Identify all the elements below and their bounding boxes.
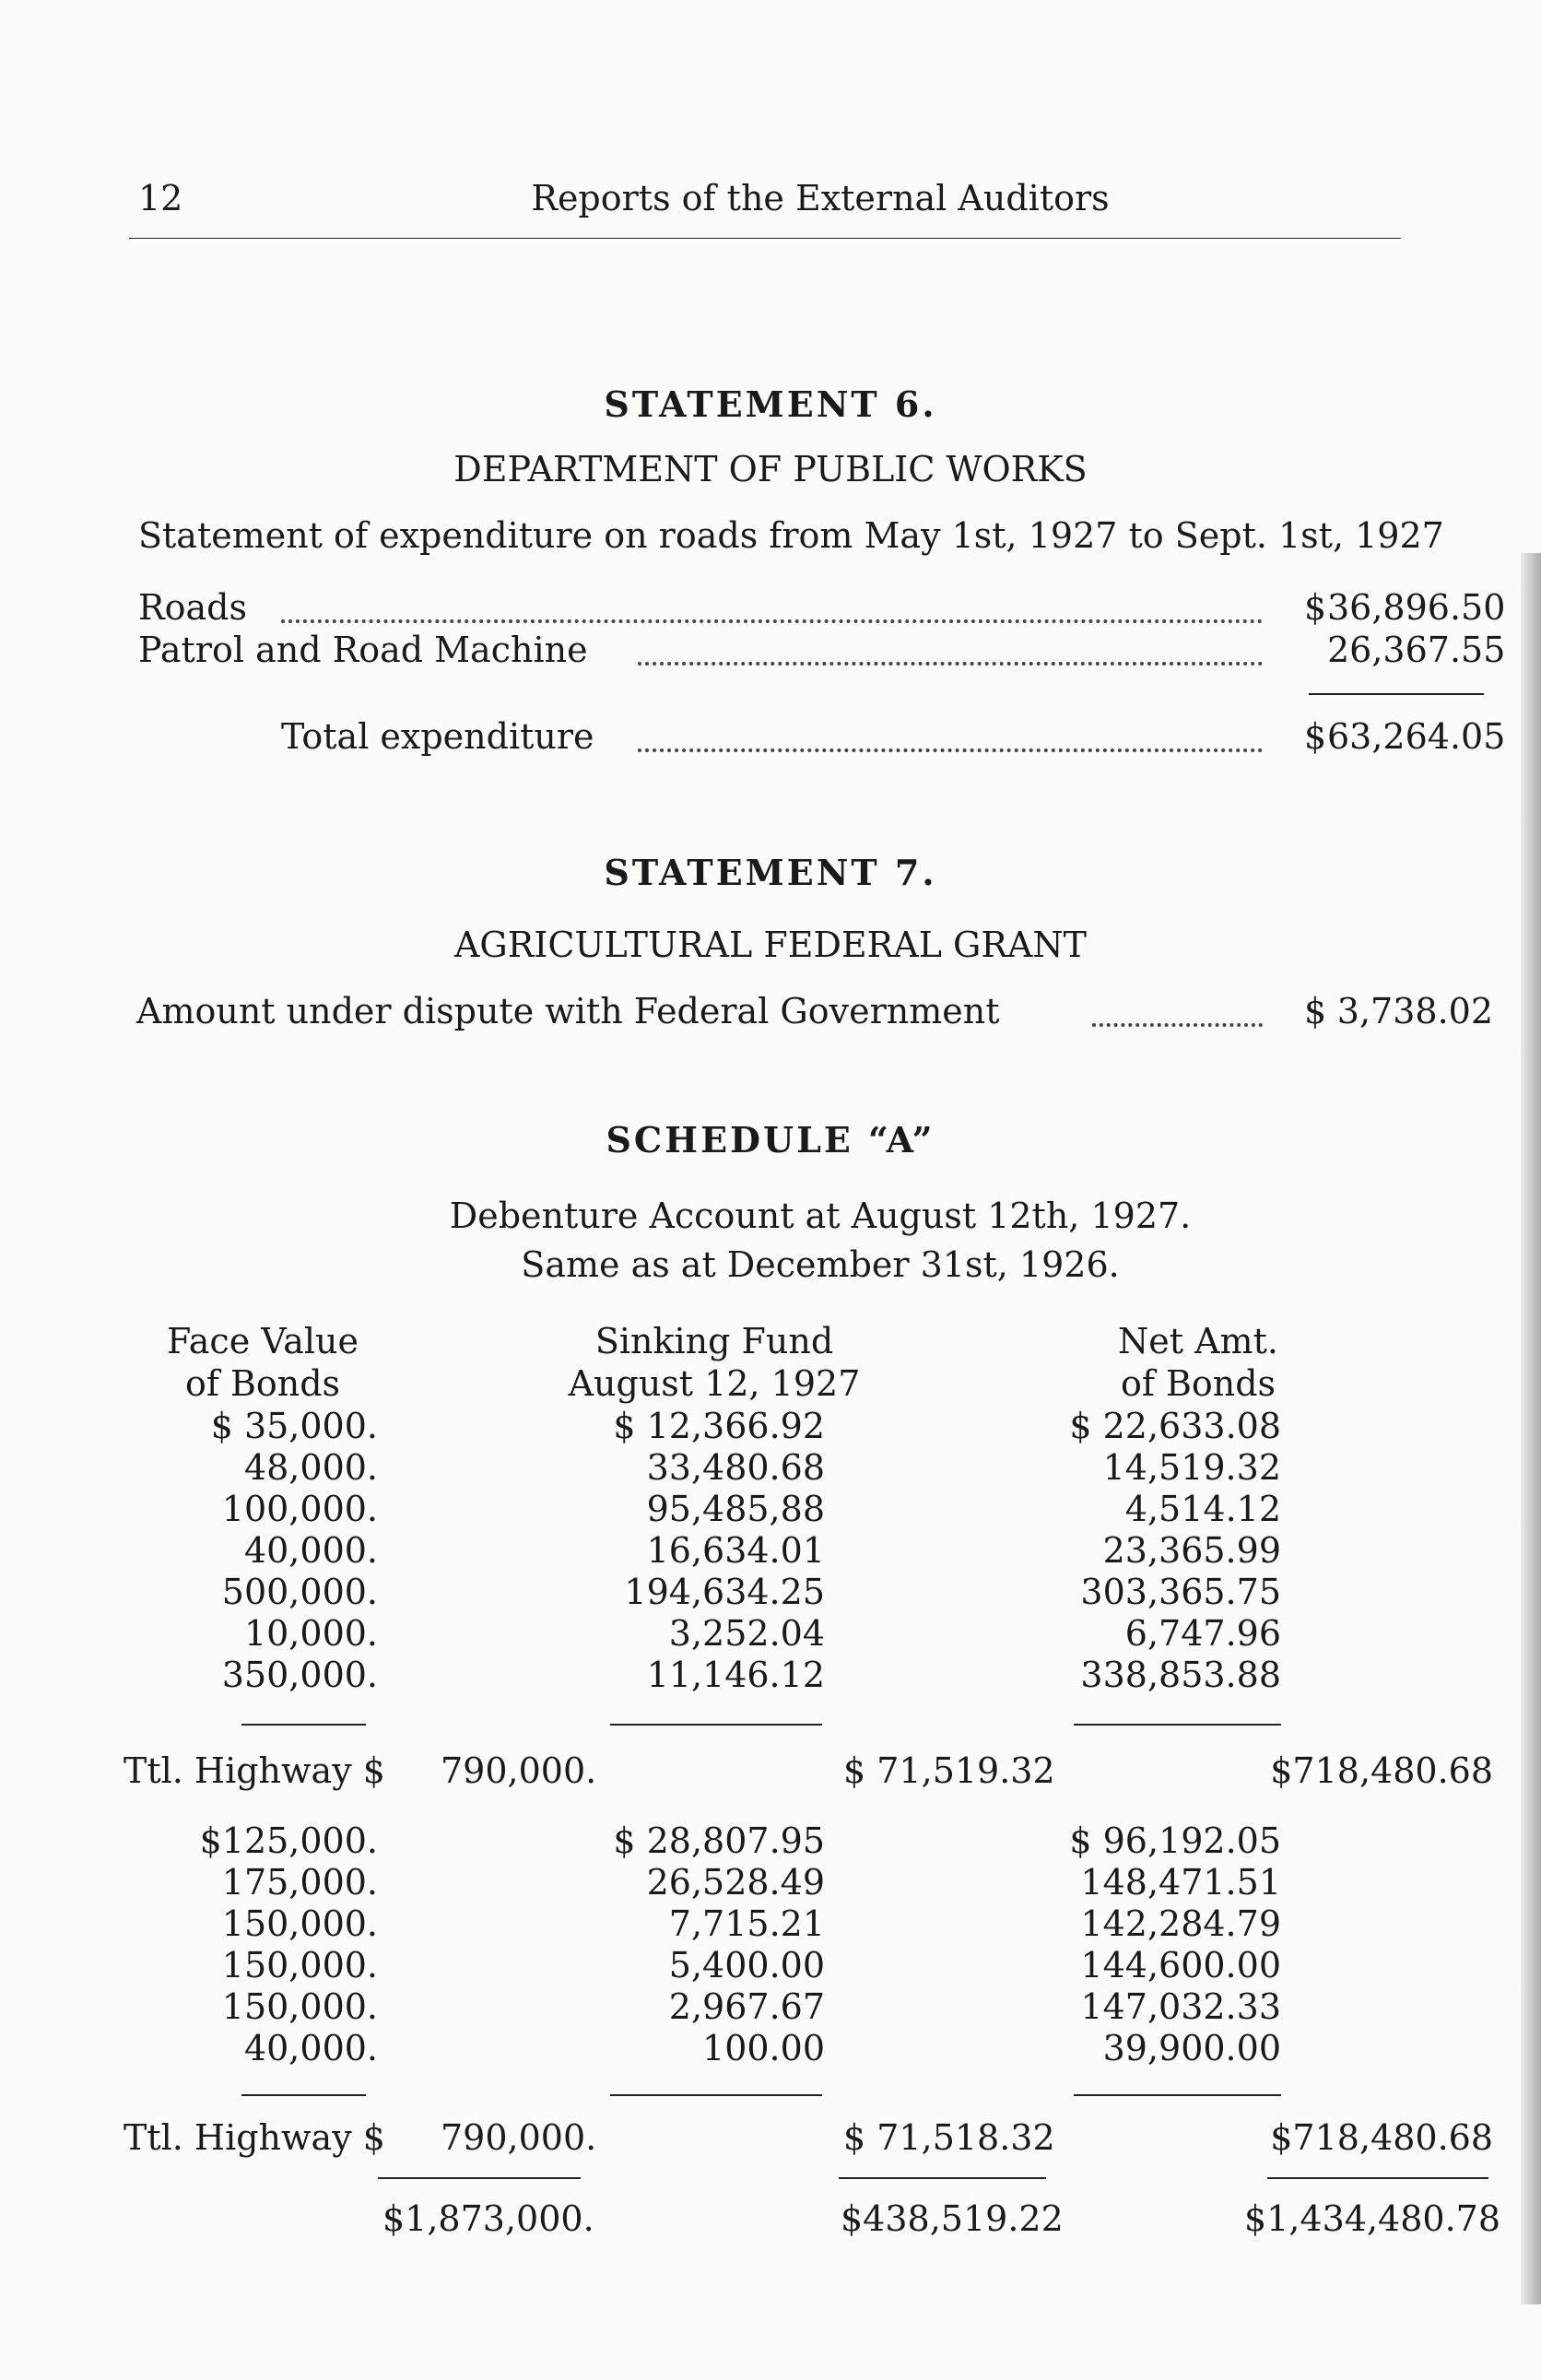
net-cell: 6,747.96 — [1124, 1613, 1281, 1654]
roads-currency: $ — [1304, 587, 1327, 628]
total2-net: $718,480.68 — [1270, 2117, 1493, 2158]
net-cell: 144,600.00 — [1080, 1945, 1281, 1985]
roads-label: Roads — [138, 587, 247, 628]
sink-cell: 26,528.49 — [646, 1862, 825, 1903]
face-cell: 175,000. — [221, 1862, 378, 1903]
group1-sink-rule — [610, 1724, 822, 1726]
col-face-value: Face Value — [166, 1321, 359, 1361]
header-rule — [129, 238, 1401, 239]
net-cell: 4,514.12 — [1124, 1489, 1281, 1529]
face-cell: 150,000. — [221, 1903, 378, 1944]
sink-cell: 194,634.25 — [624, 1572, 825, 1612]
running-title: Reports of the External Auditors — [531, 178, 1110, 218]
sink-cell: 7,715.21 — [668, 1903, 825, 1944]
face-cell: $125,000. — [199, 1820, 378, 1861]
total2-label: Ttl. Highway $ — [124, 2117, 385, 2158]
patrol-amount: 26,367.55 — [1327, 630, 1506, 670]
statement6-subtitle: Statement of expenditure on roads from May 1st, 1927 to Sept. 1st, 1927 — [138, 515, 1444, 556]
face-cell: 500,000. — [221, 1572, 378, 1612]
face-cell: 150,000. — [221, 1986, 378, 2027]
schedule-line2: Same as at December 31st, 1926. — [521, 1244, 1120, 1285]
face-cell: 48,000. — [243, 1447, 378, 1488]
net-cell: 148,471.51 — [1080, 1862, 1281, 1903]
grand-sink-rule — [839, 2177, 1046, 2179]
sink-cell: 3,252.04 — [668, 1613, 825, 1654]
statement7-title: AGRICULTURAL FEDERAL GRANT — [453, 925, 1088, 965]
total1-label: Ttl. Highway $ — [124, 1750, 385, 1791]
col-sinking-fund: Sinking Fund — [594, 1321, 834, 1361]
leader-dots — [1092, 1023, 1263, 1027]
sink-cell: 11,146.12 — [646, 1655, 825, 1695]
sink-cell: 100.00 — [702, 2028, 825, 2068]
page-number: 12 — [138, 178, 183, 218]
net-cell: 147,032.33 — [1080, 1986, 1281, 2027]
leader-dots — [638, 748, 1263, 752]
dispute-currency: $ — [1304, 991, 1327, 1031]
net-cell: $ 22,633.08 — [1069, 1406, 1281, 1446]
sink-cell: 95,485,88 — [646, 1489, 825, 1529]
subtotal-rule — [1309, 693, 1484, 695]
net-cell: 39,900.00 — [1102, 2028, 1281, 2068]
total-expenditure-label: Total expenditure — [281, 716, 594, 757]
net-cell: 23,365.99 — [1102, 1530, 1281, 1571]
total1-face: 790,000. — [441, 1750, 597, 1791]
group1-net-rule — [1074, 1724, 1281, 1726]
net-cell: 142,284.79 — [1080, 1903, 1281, 1944]
dispute-label: Amount under dispute with Federal Government — [136, 991, 1000, 1031]
total1-sink: $ 71,519.32 — [843, 1750, 1055, 1791]
patrol-label: Patrol and Road Machine — [138, 630, 588, 670]
face-cell: 100,000. — [221, 1489, 378, 1529]
schedule-line1: Debenture Account at August 12th, 1927. — [449, 1196, 1192, 1236]
col-net-amt: Net Amt. — [1118, 1321, 1278, 1361]
grand-total-sink: $438,519.22 — [841, 2198, 1064, 2239]
group2-net-rule — [1074, 2094, 1281, 2096]
total2-face: 790,000. — [441, 2117, 597, 2158]
sink-cell: $ 12,366.92 — [613, 1406, 825, 1446]
statement7-heading: STATEMENT 7. — [604, 852, 937, 893]
face-cell: 350,000. — [221, 1655, 378, 1695]
dispute-amount: 3,738.02 — [1336, 991, 1493, 1031]
face-cell: 150,000. — [221, 1945, 378, 1985]
statement6-department: DEPARTMENT OF PUBLIC WORKS — [453, 449, 1088, 489]
group1-face-rule — [241, 1724, 366, 1726]
grand-face-rule — [378, 2177, 581, 2179]
group2-sink-rule — [610, 2094, 822, 2096]
net-cell: 303,365.75 — [1080, 1572, 1281, 1612]
face-cell: 40,000. — [243, 1530, 378, 1571]
page-edge-shadow — [1521, 553, 1541, 2304]
statement6-heading: STATEMENT 6. — [604, 383, 937, 425]
col-face-of-bonds: of Bonds — [184, 1363, 341, 1404]
col-net-of-bonds: of Bonds — [1120, 1363, 1276, 1404]
total-expenditure-amount: 63,264.05 — [1327, 716, 1506, 757]
sink-cell: 5,400.00 — [668, 1945, 825, 1985]
total-expenditure-currency: $ — [1304, 716, 1327, 757]
group2-face-rule — [241, 2094, 366, 2096]
face-cell: $ 35,000. — [210, 1406, 378, 1446]
leader-dots — [638, 662, 1263, 666]
face-cell: 10,000. — [243, 1613, 378, 1654]
grand-total-face: $1,873,000. — [382, 2198, 594, 2239]
col-sinking-date: August 12, 1927 — [568, 1363, 861, 1404]
schedule-heading: SCHEDULE “A” — [606, 1119, 935, 1161]
sink-cell: 33,480.68 — [646, 1447, 825, 1488]
grand-total-net: $1,434,480.78 — [1244, 2198, 1501, 2239]
grand-net-rule — [1267, 2177, 1488, 2179]
total2-sink: $ 71,518.32 — [843, 2117, 1055, 2158]
face-cell: 40,000. — [243, 2028, 378, 2068]
net-cell: 338,853.88 — [1080, 1655, 1281, 1695]
leader-dots — [281, 619, 1263, 623]
sink-cell: $ 28,807.95 — [613, 1820, 825, 1861]
roads-amount: 36,896.50 — [1327, 587, 1506, 628]
net-cell: $ 96,192.05 — [1069, 1820, 1281, 1861]
sink-cell: 16,634.01 — [646, 1530, 825, 1571]
total1-net: $718,480.68 — [1270, 1750, 1493, 1791]
net-cell: 14,519.32 — [1102, 1447, 1281, 1488]
sink-cell: 2,967.67 — [668, 1986, 825, 2027]
